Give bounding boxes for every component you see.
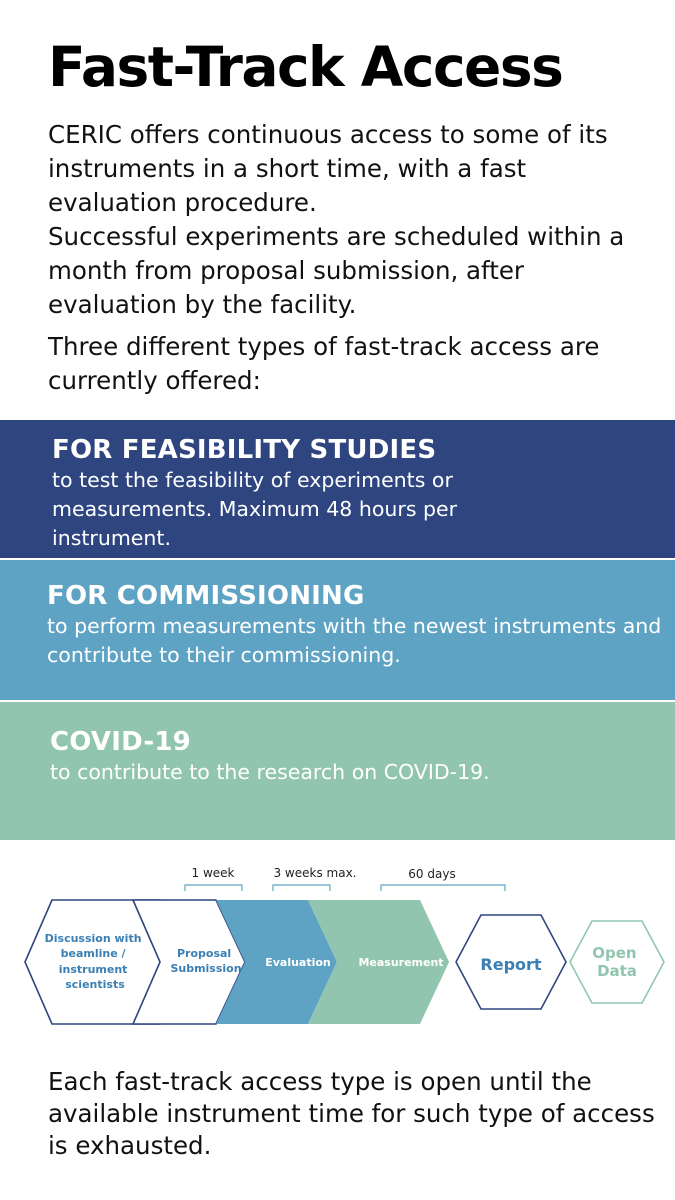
svg-text:Open Data [592, 944, 642, 980]
covid-heading: COVID-19 [50, 727, 191, 757]
duration-3-weeks [273, 866, 357, 891]
step-label-line: scientists [65, 978, 125, 991]
types-lead: Three different types of fast-track access are currently offered: [48, 332, 600, 395]
duration-label: 60 days [408, 867, 456, 881]
commissioning-heading: FOR COMMISSIONING [47, 581, 365, 611]
step-label-line: Proposal [176, 947, 232, 960]
step-open-data [570, 921, 664, 1003]
step-discussion [25, 900, 160, 1024]
duration-label: 3 weeks max. [273, 866, 357, 880]
feasibility-description: to test the feasibility of experiments or measurements. Maximum 48 hours per instrument. [52, 468, 458, 550]
commissioning-description: to perform measurements with the newest instruments and contribute to their commissioning. [47, 614, 662, 667]
step-label-line: Submission [170, 962, 242, 975]
feasibility-band [0, 420, 675, 558]
intro-paragraph-1: CERIC offers continuous access to some of its instruments in a short time, with a fast evaluation procedure. [48, 120, 608, 217]
step-label-line: Evaluation [265, 956, 331, 969]
feasibility-heading: FOR FEASIBILITY STUDIES [52, 435, 437, 465]
covid-band [0, 702, 675, 840]
step-report [456, 915, 566, 1009]
step-label-line: beamline / [60, 947, 126, 960]
duration-60-days [381, 867, 505, 891]
step-label-line: Discussion with [44, 932, 142, 945]
page-title: Fast-Track Access [48, 35, 563, 99]
intro-paragraph-2: Successful experiments are scheduled within a month from proposal submission, after evaluation by the facility. [48, 222, 625, 319]
report-label: Report [480, 955, 542, 974]
step-label-line: instrument [58, 963, 128, 976]
duration-1-week [185, 866, 242, 891]
commissioning-band [0, 560, 675, 700]
step-label-line: Measurement [358, 956, 444, 969]
open-data-label-line: Open [592, 944, 637, 962]
process-flow-diagram [0, 858, 675, 1038]
covid-description: to contribute to the research on COVID-19. [50, 760, 490, 784]
open-data-label-line: Data [597, 962, 637, 980]
intro-text [48, 118, 658, 322]
closing-text: Each fast-track access type is open until the available instrument time for such type of access is exhausted. [48, 1067, 655, 1160]
duration-label: 1 week [191, 866, 235, 880]
